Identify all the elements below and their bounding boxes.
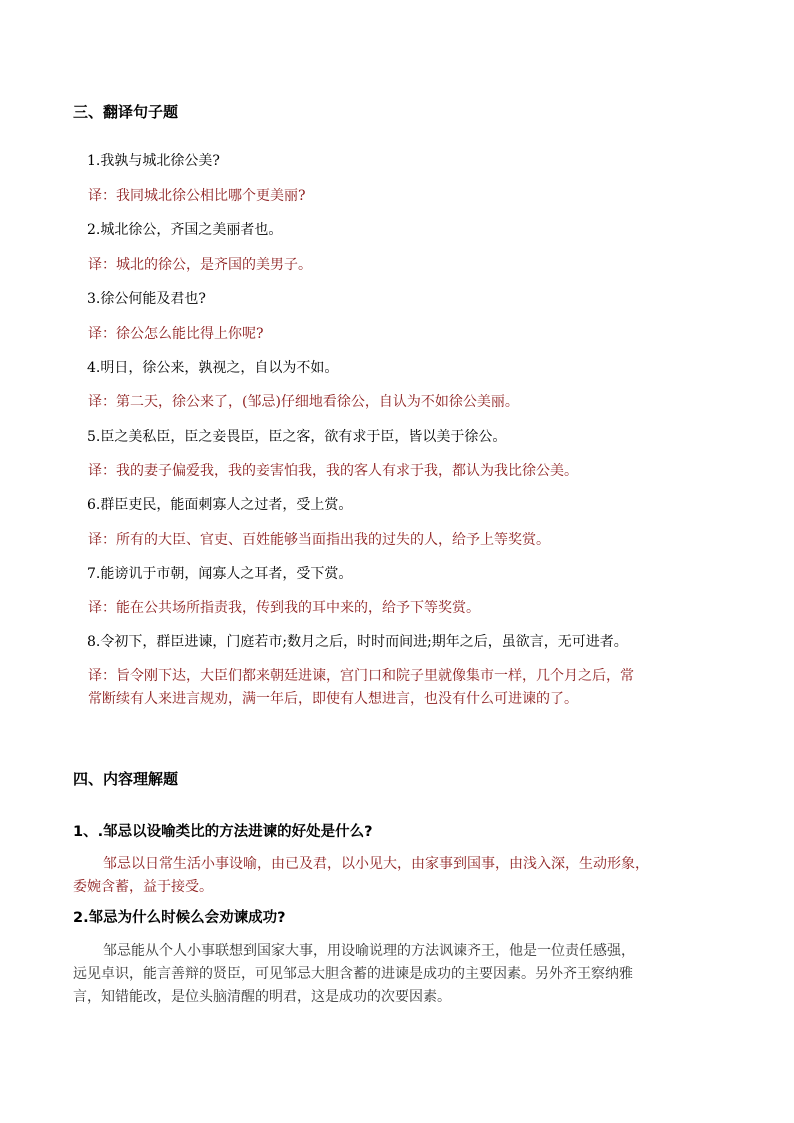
- question-2: 2.城北徐公，齐国之美丽者也。: [87, 222, 283, 238]
- answer-7: 译：能在公共场所指责我，传到我的耳中来的，给予下等奖赏。: [88, 600, 480, 616]
- answer-8-line-2: 常断续有人来进言规劝，满一年后，即使有人想进言，也没有什么可进谏的了。: [88, 691, 578, 707]
- answer-3: 译：徐公怎么能比得上你呢?: [88, 326, 264, 342]
- answer-8-line-1: 译：旨令刚下达，大臣们都来朝廷进谏，宫门口和院子里就像集市一样，几个月之后，常: [88, 668, 634, 684]
- question-5: 5.臣之美私臣，臣之妾畏臣，臣之客，欲有求于臣，皆以美于徐公。: [87, 429, 507, 445]
- content-answer-1-line-1: 邹忌以日常生活小事设喻，由已及君，以小见大，由家事到国事，由浅入深，生动形象，: [103, 856, 649, 872]
- question-1: 1.我孰与城北徐公美?: [87, 153, 220, 169]
- answer-4: 译：第二天，徐公来了，(邹忌)仔细地看徐公，自认为不如徐公美丽。: [88, 394, 519, 410]
- answer-6: 译：所有的大臣、官吏、百姓能够当面指出我的过失的人，给予上等奖赏。: [88, 532, 550, 548]
- content-answer-2-line-1: 邹忌能从个人小事联想到国家大事，用设喻说理的方法讽谏齐王，他是一位责任感强，: [103, 943, 635, 959]
- question-6: 6.群臣吏民，能面刺寡人之过者，受上赏。: [87, 497, 353, 513]
- content-answer-1-line-2: 委婉含蓄，益于接受。: [73, 879, 213, 895]
- content-answer-2-line-2: 远见卓识，能言善辩的贤臣，可见邹忌大胆含蓄的进谏是成功的主要因素。另外齐王察纳雅: [73, 966, 633, 982]
- question-7: 7.能谤讥于市朝，闻寡人之耳者，受下赏。: [87, 566, 353, 582]
- content-answer-2-line-3: 言，知错能改，是位头脑清醒的明君，这是成功的次要因素。: [73, 989, 451, 1005]
- section-3-title: 三、翻译句子题: [73, 103, 179, 121]
- content-question-1: 1、.邹忌以设喻类比的方法进谏的好处是什么?: [73, 824, 373, 840]
- question-3: 3.徐公何能及君也?: [87, 291, 206, 307]
- question-8: 8.令初下，群臣进谏，门庭若市;数月之后，时时而间进;期年之后，虽欲言，无可进者。: [87, 634, 628, 650]
- section-4-title: 四、内容理解题: [73, 770, 179, 788]
- answer-1: 译：我同城北徐公相比哪个更美丽?: [88, 188, 306, 204]
- answer-5: 译：我的妻子偏爱我，我的妾害怕我，我的客人有求于我，都认为我比徐公美。: [88, 463, 578, 479]
- answer-2: 译：城北的徐公，是齐国的美男子。: [88, 257, 312, 273]
- content-question-2: 2.邹忌为什么时候么会劝谏成功?: [73, 910, 286, 926]
- question-4: 4.明日，徐公来，孰视之，自以为不如。: [87, 360, 339, 376]
